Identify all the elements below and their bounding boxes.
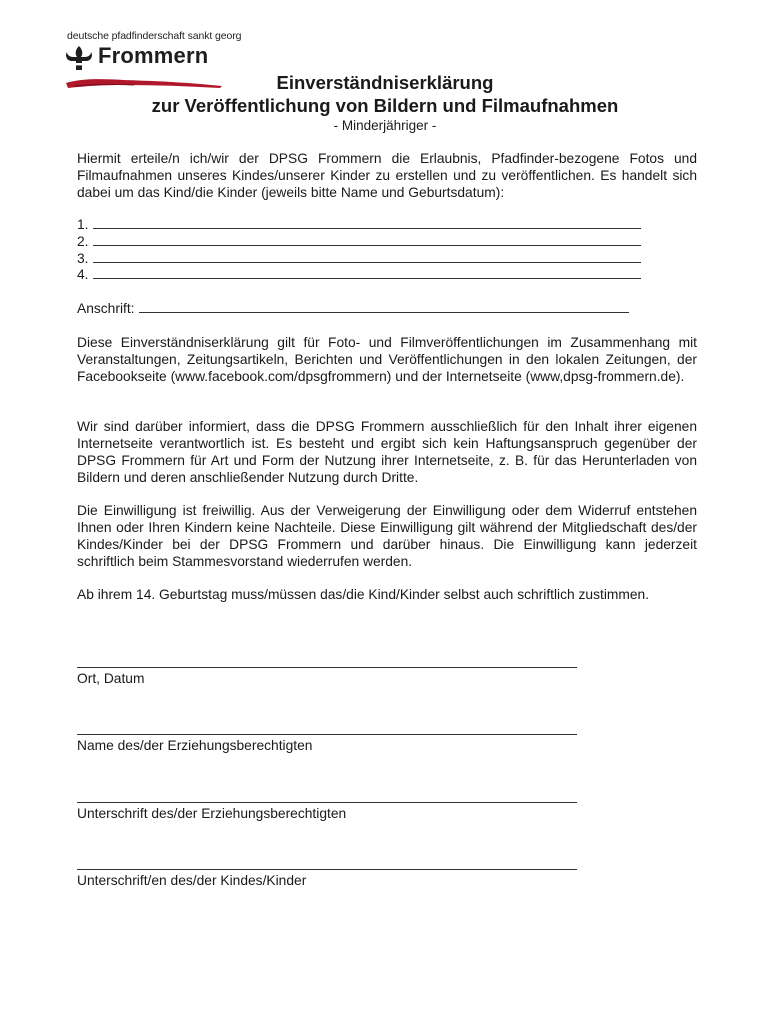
liability-paragraph: Wir sind darüber informiert, dass die DPSG Frommern ausschließlich für den Inhalt ihrer eigenen Internetseite verantwortlich ist. Es besteht und ergibt sich kein Haftungsanspruch gegenüber der DPSG Frommern für Art und Form der Nutzung ihrer Internetseite, z. B. für das Herunterladen von Bildern und deren anschließender Nutzung durch Dritte. [77,419,697,485]
voluntary-paragraph: Die Einwilligung ist freiwillig. Aus der Verweigerung der Einwilligung oder dem Widerruf entstehen Ihnen oder Ihren Kindern keine Nachteile. Diese Einwilligung gilt während der Mitgliedschaft des/der Kindes/Kinder bei der DPSG Frommern und darüber hinaus. Die Einwilligung kann jederzeit schriftlich beim Stammesvorstand wiederrufen werden. [77,503,697,569]
dpsg-lily-emblem-icon [64,44,94,72]
child-signature-label: Unterschrift/en des/der Kindes/Kinder [77,873,307,888]
guardian-name-label: Name des/der Erziehungsberechtigten [77,738,313,753]
place-date-label: Ort, Datum [77,671,145,686]
document-title-line2: zur Veröffentlichung von Bildern und Filmaufnahmen [151,95,619,116]
child-signature-line[interactable] [77,869,577,870]
logo-org-line: deutsche pfadfinderschaft sankt georg [67,30,242,42]
guardian-signature-line[interactable] [77,802,577,803]
child-blank-line[interactable] [93,216,641,229]
child-entry-2[interactable] [77,233,641,250]
guardian-name-line[interactable] [77,734,577,735]
document-subtitle: - Minderjähriger - [333,118,437,133]
child-entry-3[interactable] [77,250,641,267]
guardian-signature-label: Unterschrift des/der Erziehungsberechtigten [77,806,347,821]
child-number: 1. [77,217,89,232]
child-entry-1[interactable] [77,216,641,233]
place-date-line[interactable] [77,667,577,668]
scope-paragraph: Diese Einverständniserklärung gilt für Foto- und Filmveröffentlichungen im Zusammenhang mit Veranstaltungen, Zeitungsartikeln, Berichten und Veröffentlichungen in den lokalen Zeitungen, der Facebookseite (www.facebook.com/dpsgfrommern) und der Internetseite (www,dpsg-frommern.de). [77,335,697,384]
child-blank-line[interactable] [93,250,641,263]
intro-paragraph: Hiermit erteile/n ich/wir der DPSG Frommern die Erlaubnis, Pfadfinder-bezogene Fotos und Filmaufnahmen unseres Kindes/unserer Kinder zu erstellen und zu veröffentlichen. Es handelt sich dabei um das Kind/die Kinder (jeweils bitte Name und Geburtsdatum): [77,151,697,200]
child-number: 4. [77,267,89,282]
child-entry-4[interactable] [77,266,641,283]
child-blank-line[interactable] [93,266,641,279]
address-field[interactable] [77,300,629,316]
child-number: 3. [77,251,89,266]
address-label: Anschrift: [77,301,135,316]
child-blank-line[interactable] [93,233,641,246]
age-paragraph: Ab ihrem 14. Geburtstag muss/müssen das/die Kind/Kinder selbst auch schriftlich zustimmen. [77,587,650,602]
document-title: Einverständniserklärung [276,72,494,93]
child-number: 2. [77,234,89,249]
logo-name: Frommern [98,43,209,68]
address-blank-line[interactable] [139,300,629,313]
